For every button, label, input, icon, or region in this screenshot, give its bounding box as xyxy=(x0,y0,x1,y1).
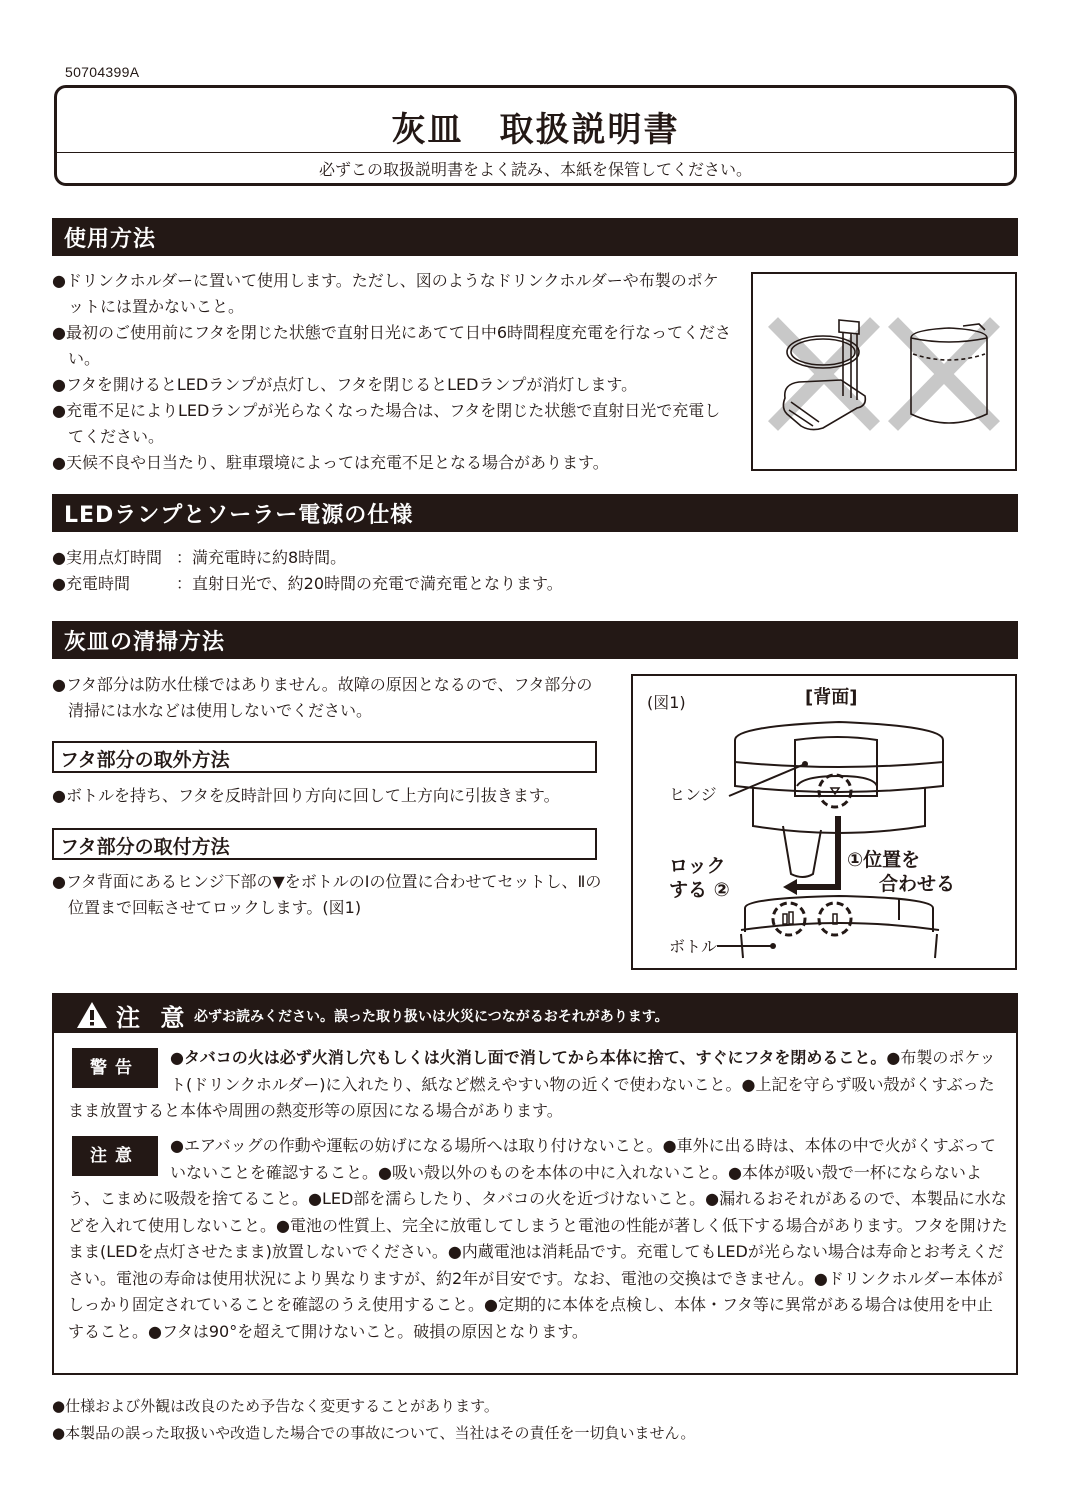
section-heading-usage: 使用方法 xyxy=(52,218,1018,256)
list-item: ● 天候不良や日当たり、駐車環境によっては充電不足となる場合があります。 xyxy=(52,450,732,476)
notice-text: ●エアバッグの作動や運転の妨げになる場所へは取り付けないこと。●車外に出る時は、本体の中で火がくすぶっていないことを確認すること。●吸い殻以外のものを本体の中に入れないこと。●本体が吸い殻で一杯にならないよう、こまめに吸殻を捨てること。●LED部を濡らしたり、タバコの火を近づけないこと。●漏れるおそれがあるので、本製品に水などを入れて使用しないこと。●電池の性質上、完全に放電してしまうと電池の性能が著しく低下する場合があります。フタを開けたまま(LEDを点灯させたまま)放置しないでください。●内蔵電池は消耗品です。充電してもLEDが光らない場合は寿命とお考えください。電池の寿命は使用状況により異なりますが、約2年が目安です。なお、電池の交換はできません。●ドリンクホルダー本体がしっかり固定されていることを確認のうえ使用すること。●定期的に本体を点検し、本体・フタ等に異常がある場合は使用を中止すること。●フタは90°を超えて開けないこと。破損の原因となります。 xyxy=(68,1136,1008,1341)
notice-tag: 注意 xyxy=(72,1136,158,1176)
hinge-label: ヒンジ xyxy=(669,785,717,804)
warning-bold-text: ●タバコの火は必ず火消し穴もしくは火消し面で消してから本体に捨て、すぐにフタを閉めること。 xyxy=(170,1048,887,1067)
page-title: 灰皿 取扱説明書 xyxy=(391,110,680,150)
list-item: ● フタ背面にあるヒンジ下部の▼をボトルのⅠの位置に合わせてセットし、Ⅱの位置まで回転させてロックします。(図1) xyxy=(52,869,607,921)
spec-label: 充電時間 xyxy=(65,574,130,593)
list-item: ● フタ部分は防水仕様ではありません。故障の原因となるので、フタ部分の清掃には水などは使用しないでください。 xyxy=(52,672,607,724)
step2-label-line1: ロック xyxy=(669,855,726,877)
usage-list xyxy=(52,268,732,476)
cleaning-intro xyxy=(52,672,607,724)
spec-value: 満充電時に約8時間。 xyxy=(191,548,347,567)
list-item: ● ボトルを持ち、フタを反時計回り方向に回して上方向に引抜きます。 xyxy=(52,783,607,809)
lid-attachment-illustration xyxy=(633,676,1015,968)
figure-view-label: [背面] xyxy=(805,687,858,708)
caution-header xyxy=(54,995,1016,1033)
caution-box xyxy=(52,993,1018,1375)
bottle-label: ボトル xyxy=(669,937,718,956)
footer-notes xyxy=(52,1393,695,1447)
prohibited-holders-illustration xyxy=(753,274,1015,469)
caution-lead-text: 必ずお読みください。誤った取り扱いは火災につながるおそれがあります。 xyxy=(194,1009,669,1025)
spec-value: 直射日光で、約20時間の充電で満充電となります。 xyxy=(191,574,563,593)
list-item: ● ドリンクホルダーに置いて使用します。ただし、図のようなドリンクホルダーや布製のポケットには置かないこと。 xyxy=(52,268,732,320)
list-item: ● フタを開けるとLEDランプが点灯し、フタを閉じるとLEDランプが消灯します。 xyxy=(52,372,732,398)
title-box xyxy=(54,85,1017,186)
spec-label: 実用点灯時間 xyxy=(65,548,162,567)
figure-caption: (図1) xyxy=(647,693,686,712)
caution-title: 注 意 xyxy=(116,1004,191,1032)
page-subtitle: 必ずこの取扱説明書をよく読み、本紙を保管してください。 xyxy=(319,160,752,179)
warning-tag: 警告 xyxy=(72,1048,158,1088)
footer-item: ● 本製品の誤った取扱いや改造した場合での事故について、当社はその責任を一切負いません。 xyxy=(52,1420,695,1447)
subheading-remove-lid: フタ部分の取外方法 xyxy=(52,741,597,773)
list-item: ● 最初のご使用前にフタを閉じた状態で直射日光にあてて日中6時間程度充電を行なってください。 xyxy=(52,320,732,372)
subheading-attach-lid: フタ部分の取付方法 xyxy=(52,828,597,860)
document-code: 50704399A xyxy=(65,64,140,80)
spec-separator: ： xyxy=(175,548,192,567)
list-item: ● 充電不足によりLEDランプが光らなくなった場合は、フタを閉じた状態で直射日光で充電してください。 xyxy=(52,398,732,450)
footer-item: ● 仕様および外観は改良のため予告なく変更することがあります。 xyxy=(52,1393,695,1420)
notice-paragraph xyxy=(68,1133,1008,1345)
bullet-icon: ● xyxy=(52,574,66,593)
warning-triangle-icon xyxy=(76,1001,108,1029)
warning-text: ●布製のポケット(ドリンクホルダー)に入れたり、紙など燃えやすい物の近くで使わないこと。●上記を守らず吸い殻がくすぶったまま放置すると本体や周囲の熱変形等の原因になる場合があります。 xyxy=(68,1048,996,1120)
prohibited-holders-figure xyxy=(751,272,1017,471)
step2-label-line2: する ② xyxy=(669,879,730,901)
spec-list xyxy=(52,545,752,597)
step1-label-line1: ①位置を xyxy=(847,849,921,871)
remove-lid-text xyxy=(52,783,607,809)
spec-row xyxy=(52,571,752,597)
figure-1-lid-attachment xyxy=(631,674,1017,970)
section-heading-cleaning: 灰皿の清掃方法 xyxy=(52,621,1018,659)
warning-paragraph xyxy=(68,1045,1008,1125)
step1-label-line2: 合わせる xyxy=(879,873,956,895)
spec-separator: ： xyxy=(175,574,192,593)
section-heading-spec: LEDランプとソーラー電源の仕様 xyxy=(52,494,1018,532)
spec-row xyxy=(52,545,752,571)
attach-lid-text xyxy=(52,869,607,921)
bullet-icon: ● xyxy=(52,548,66,567)
title-divider xyxy=(57,152,1014,153)
